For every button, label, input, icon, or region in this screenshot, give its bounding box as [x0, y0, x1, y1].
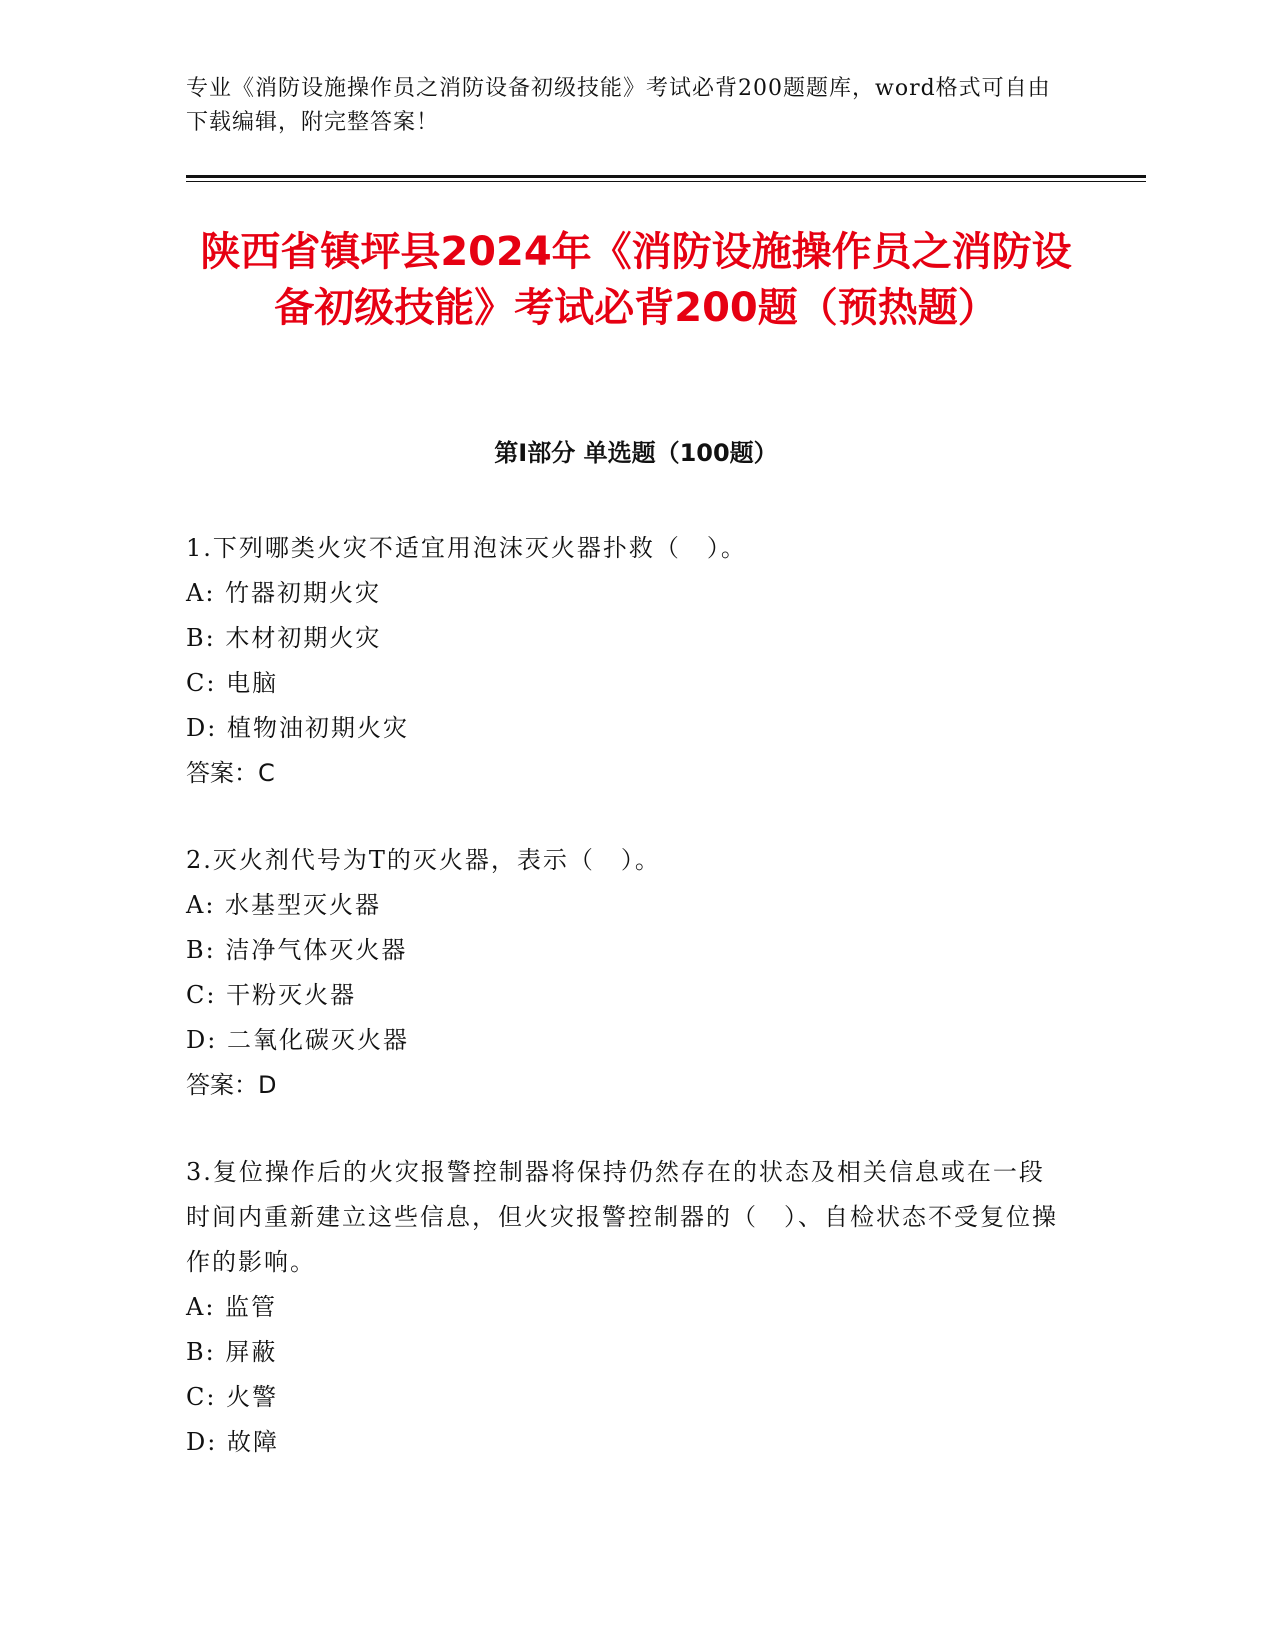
option-d: D: 二氧化碳灭火器: [186, 1026, 409, 1054]
header-divider-thin: [186, 181, 1146, 182]
section-title: 第Ⅰ部分 单选题（100题）: [494, 439, 778, 467]
question-stem: 2.灭火剂代号为T的灭火器，表示（ ）。: [186, 846, 661, 874]
option-a: A: 竹器初期火灾: [186, 579, 382, 607]
option-b: B: 洁净气体灭火器: [186, 936, 408, 964]
question-1: [186, 526, 1066, 796]
question-list: [186, 526, 1066, 1507]
question-stem: 3.复位操作后的火灾报警控制器将保持仍然存在的状态及相关信息或在一段时间内重新建立这些信息，但火灾报警控制器的（ ）、自检状态不受复位操作的影响。: [186, 1158, 1058, 1276]
option-c: C: 火警: [186, 1383, 279, 1411]
option-d: D: 故障: [186, 1428, 279, 1456]
option-c: C: 干粉灭火器: [186, 981, 357, 1009]
header-divider-thick: [186, 175, 1146, 178]
answer-line: 答案：D: [186, 1071, 277, 1099]
answer-line: 答案：C: [186, 759, 275, 787]
option-b: B: 木材初期火灾: [186, 624, 382, 652]
question-stem: 1.下列哪类火灾不适宜用泡沫灭火器扑救（ ）。: [186, 534, 747, 562]
option-b: B: 屏蔽: [186, 1338, 278, 1366]
option-a: A: 监管: [186, 1293, 278, 1321]
question-2: [186, 838, 1066, 1108]
question-3: [186, 1150, 1066, 1465]
document-title: 陕西省镇坪县2024年《消防设施操作员之消防设备初级技能》考试必背200题（预热题）: [200, 229, 1072, 331]
option-a: A: 水基型灭火器: [186, 891, 382, 919]
option-d: D: 植物油初期火灾: [186, 714, 409, 742]
header-note: 专业《消防设施操作员之消防设备初级技能》考试必背200题题库，word格式可自由下载编辑，附完整答案！: [186, 76, 1051, 135]
option-c: C: 电脑: [186, 669, 279, 697]
